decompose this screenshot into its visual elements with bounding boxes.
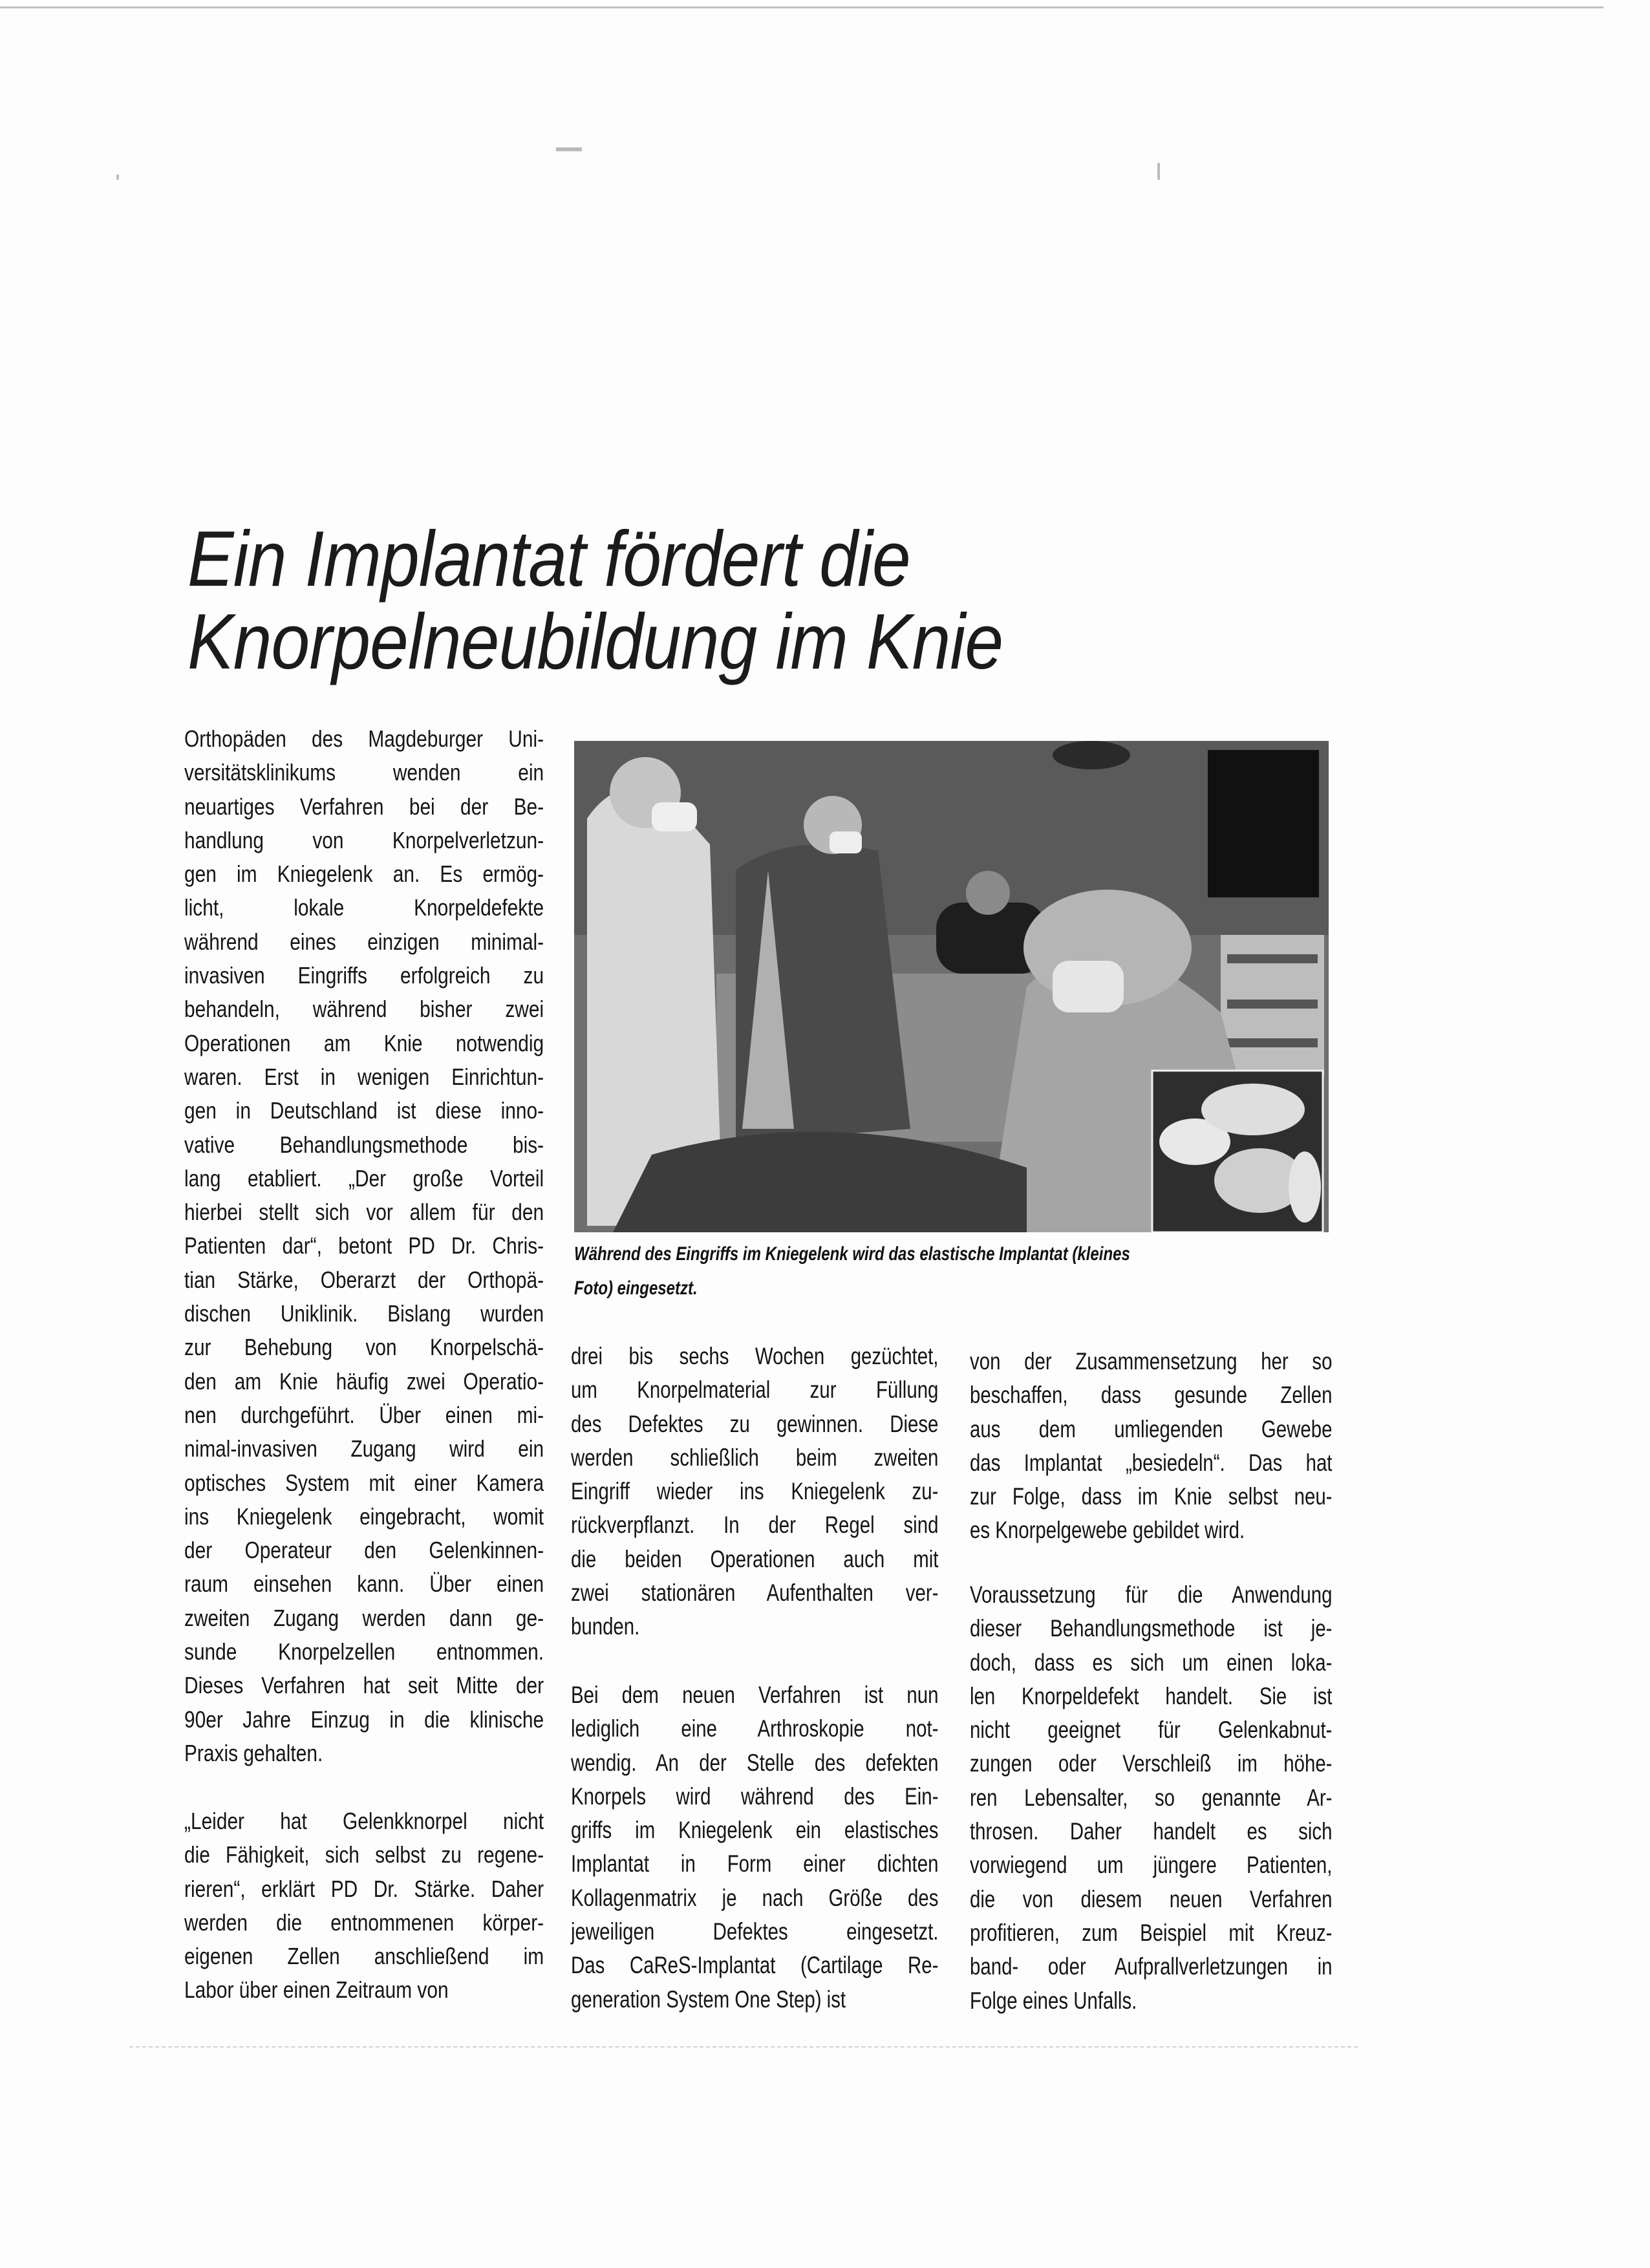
text-line: von der Zusammensetzung her so [970, 1348, 1333, 1375]
paragraph [970, 1578, 1332, 2018]
text-line: griffs im Kniegelenk ein elastisches [571, 1817, 939, 1844]
text-line: ins Kniegelenk eingebracht, womit [184, 1503, 544, 1530]
text-line: gen in Deutschland ist diese inno- [184, 1097, 544, 1124]
text-line: behandeln, während bisher zwei [184, 996, 544, 1023]
text-line: waren. Erst in wenigen Einrichtun- [184, 1063, 544, 1090]
text-line: jeweiligen Defektes eingesetzt. [571, 1918, 939, 1945]
text-line: drei bis sechs Wochen gezüchtet, [571, 1343, 939, 1369]
text-line: nimal-invasiven Zugang wird ein [184, 1435, 544, 1462]
text-line: Operationen am Knie notwendig [184, 1029, 544, 1056]
paragraph [184, 722, 544, 1770]
text-line: lang etabliert. „Der große Vorteil [184, 1164, 544, 1192]
text-line: band- oder Aufprallverletzungen in [970, 1953, 1333, 1980]
text-line: rieren“, erklärt PD Dr. Stärke. Daher [184, 1875, 544, 1902]
text-line: nen durchgeführt. Über einen mi- [184, 1401, 544, 1428]
text-line: len Knorpeldefekt handelt. Sie ist [970, 1682, 1333, 1709]
text-line: werden schließlich beim zweiten [571, 1444, 939, 1471]
text-line: des Defektes zu gewinnen. Diese [571, 1410, 939, 1437]
text-line: Praxis gehalten. [184, 1739, 323, 1766]
text-line: vorwiegend um jüngere Patienten, [970, 1852, 1333, 1879]
text-line: aus dem umliegenden Gewebe [970, 1415, 1333, 1442]
text-line: während eines einzigen minimal- [184, 928, 544, 955]
text-line: neuartiges Verfahren bei der Be- [184, 793, 544, 820]
surgeon-right-mask [1053, 961, 1124, 1012]
caption-line-1: Während des Eingriffs im Kniegelenk wird das elastische Implantat (kleines [574, 1243, 1130, 1265]
text-line: handlung von Knorpelverletzun- [184, 826, 544, 853]
surgeon-left-mask [652, 802, 697, 831]
text-line: lediglich eine Arthroskopie not- [571, 1715, 939, 1742]
text-line: licht, lokale Knorpeldefekte [184, 894, 544, 921]
text-line: raum einsehen kann. Über einen [184, 1570, 544, 1598]
text-line: beschaffen, dass gesunde Zellen [970, 1382, 1333, 1409]
text-line: den am Knie häufig zwei Operatio- [184, 1367, 544, 1395]
text-line: Das CaReS-Implantat (Cartilage Re- [571, 1952, 939, 1979]
text-line: tian Stärke, Oberarzt der Orthopä- [184, 1266, 544, 1293]
text-line: Kollagenmatrix je nach Größe des [571, 1884, 939, 1911]
text-line: Knorpels wird während des Ein- [571, 1782, 939, 1810]
text-line: nicht geeignet für Gelenkabnut- [970, 1717, 1333, 1744]
text-line: bunden. [571, 1613, 640, 1640]
inset-finger [1289, 1151, 1321, 1223]
text-line: invasiven Eingriffs erfolgreich zu [184, 962, 544, 989]
assistant-head [966, 871, 1010, 915]
surgery-photo [574, 741, 1329, 1232]
text-line: rückverpflanzt. In der Regel sind [571, 1512, 939, 1539]
paragraph [970, 1345, 1332, 1548]
text-line: throsen. Daher handelt es sich [970, 1818, 1333, 1845]
text-line: zwei stationären Aufenthalten ver- [571, 1579, 939, 1607]
text-line: gen im Kniegelenk an. Es ermög- [184, 861, 544, 888]
text-line: sunde Knorpelzellen entnommen. [184, 1638, 544, 1665]
inset-finger [1201, 1084, 1305, 1135]
text-line: doch, dass es sich um einen loka- [970, 1649, 1333, 1676]
equipment-slot [1227, 1000, 1318, 1009]
text-line: ren Lebensalter, so genannte Ar- [970, 1784, 1333, 1811]
text-line: vative Behandlungsmethode bis- [184, 1131, 544, 1158]
scan-artifact-line [129, 2046, 1358, 2048]
text-line: wendig. An der Stelle des defekten [571, 1749, 939, 1776]
text-line: eigenen Zellen anschließend im [184, 1943, 544, 1970]
text-line: zungen oder Verschleiß im höhe- [970, 1750, 1333, 1777]
caption-line-2: Foto) eingesetzt. [574, 1278, 698, 1299]
text-line: Patienten dar“, betont PD Dr. Chris- [184, 1232, 544, 1259]
equipment-slot [1227, 954, 1318, 963]
text-line: Implantat in Form einer dichten [571, 1850, 939, 1878]
paragraph [571, 1678, 938, 2017]
text-line: werden die entnommenen körper- [184, 1909, 544, 1936]
surgeon-middle-mask [830, 831, 862, 853]
text-line: hierbei stellt sich vor allem für den [184, 1199, 544, 1226]
text-line: 90er Jahre Einzug in die klinische [184, 1706, 544, 1733]
paragraph [184, 1804, 544, 2007]
text-line: generation System One Step) ist [571, 1985, 846, 2013]
scan-edge-line [0, 6, 1603, 8]
text-line: Labor über einen Zeitraum von [184, 1976, 449, 2004]
scan-speck [116, 175, 119, 180]
scan-speck [1157, 163, 1160, 180]
text-line: das Implantat „besiedeln“. Das hat [970, 1449, 1333, 1476]
text-line: die von diesem neuen Verfahren [970, 1885, 1333, 1912]
article-title-line-1: Ein Implantat fördert die [188, 515, 910, 603]
text-line: versitätsklinikums wenden ein [184, 759, 544, 786]
text-line: dieser Behandlungsmethode ist je- [970, 1615, 1333, 1642]
text-line: der Operateur den Gelenkinnen- [184, 1537, 544, 1564]
text-line: Dieses Verfahren hat seit Mitte der [184, 1672, 544, 1699]
paragraph [571, 1340, 938, 1644]
text-line: „Leider hat Gelenkknorpel nicht [184, 1808, 544, 1834]
text-line: zur Folge, dass im Knie selbst neu- [970, 1483, 1333, 1510]
text-line: um Knorpelmaterial zur Füllung [571, 1376, 939, 1404]
text-line: optisches System mit einer Kamera [184, 1469, 544, 1496]
equipment-slot [1227, 1038, 1318, 1047]
scan-speck [556, 147, 582, 151]
text-line: zur Behebung von Knorpelschä- [184, 1334, 544, 1361]
monitor [1208, 750, 1319, 897]
text-line: Bei dem neuen Verfahren ist nun [571, 1682, 939, 1708]
text-line: profitieren, zum Beispiel mit Kreuz- [970, 1919, 1333, 1946]
text-line: die beiden Operationen auch mit [571, 1545, 939, 1572]
text-line: die Fähigkeit, sich selbst zu regene- [184, 1841, 544, 1868]
text-line: Eingriff wieder ins Kniegelenk zu- [571, 1478, 939, 1505]
text-line: es Knorpelgewebe gebildet wird. [970, 1517, 1245, 1544]
text-line: Folge eines Unfalls. [970, 1987, 1137, 2014]
text-line: Voraussetzung für die Anwendung [970, 1581, 1333, 1608]
text-line: dischen Uniklinik. Bislang wurden [184, 1300, 544, 1327]
text-line: zweiten Zugang werden dann ge- [184, 1604, 544, 1631]
text-line: Orthopäden des Magdeburger Uni- [184, 725, 544, 752]
ceiling-lamp [1053, 741, 1130, 769]
photo-caption [574, 1237, 1130, 1305]
article-title-line-2: Knorpelneubildung im Knie [188, 597, 1003, 685]
